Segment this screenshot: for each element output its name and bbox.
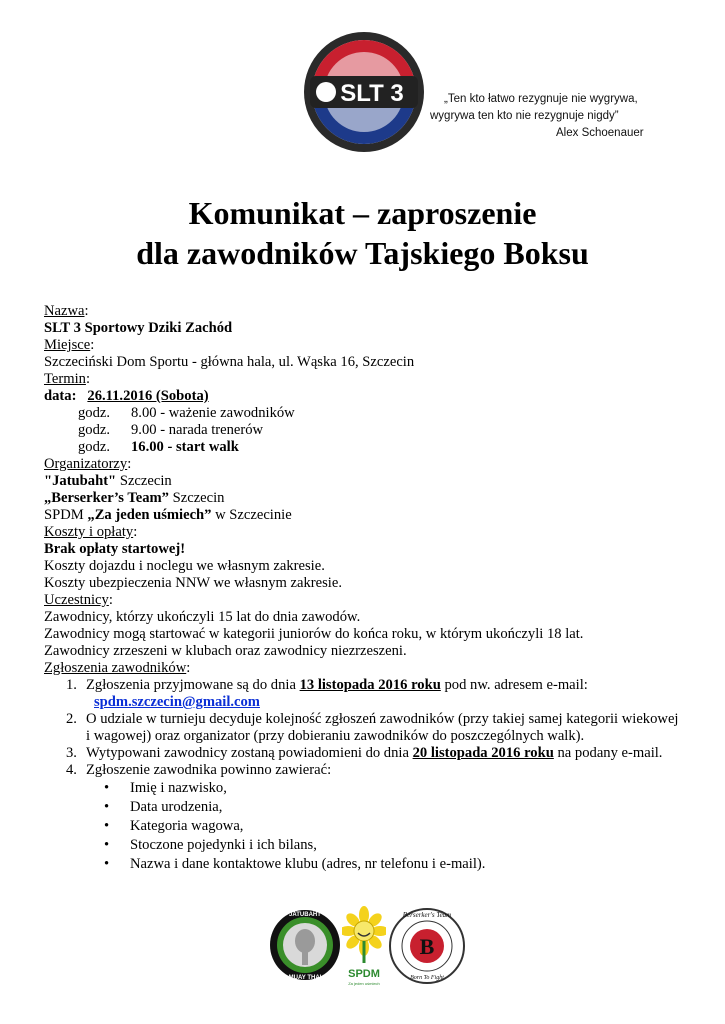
schedule-row: godz. 8.00 - ważenie zawodników — [78, 405, 295, 421]
bullet-item: • Data urodzenia, — [104, 799, 223, 815]
org-spdm: „Za jeden uśmiech” — [87, 507, 212, 523]
svg-text:JATUBAHT: JATUBAHT — [289, 912, 321, 918]
quote-line-1: „Ten kto łatwo rezygnuje nie wygrywa, — [444, 93, 638, 105]
page-title — [0, 193, 725, 273]
bullet-item: • Nazwa i dane kontaktowe klubu (adres, nr telefonu i e-mail). — [104, 856, 486, 872]
sponsor-logos — [266, 897, 466, 997]
title-line-1: Komunikat – zaproszenie — [188, 195, 537, 231]
svg-text:Born To Fight: Born To Fight — [410, 975, 444, 981]
list-item: 2. O udziale w turnieju decyduje kolejność zgłoszeń zawodników (przy takiej samej kategorii wiekowej i wagowej) oraz organizator (przy dobieraniu zawodników do poszczególnych walk). — [66, 711, 679, 744]
list-item: 3. Wytypowani zawodnicy zostaną powiadomieni do dnia 20 listopada 2016 roku na podany e-mail. — [66, 745, 663, 761]
list-item: 4. Zgłoszenie zawodnika powinno zawierać: • Imię i nazwisko, • Data urodzenia, • Kategoria wagowa, • Stoczone pojedynki i ich bilans, • Nazwa i dane kontaktowe klubu (adres, nr telefonu i e-mail). — [44, 762, 694, 874]
organizatorzy-label: Organizatorzy — [44, 456, 128, 472]
berserker-logo — [388, 903, 466, 989]
svg-text:B: B — [419, 934, 435, 959]
nazwa-value: SLT 3 Sportowy Dziki Zachód — [44, 320, 233, 336]
miejsce-label: Miejsce — [44, 337, 91, 353]
svg-text:Za jeden uśmiech: Za jeden uśmiech — [348, 981, 380, 986]
email-link[interactable]: spdm.szczecin@gmail.com — [94, 694, 260, 710]
quote-line-2: wygrywa ten kto nie rezygnuje nigdy” — [430, 110, 619, 122]
termin-data-label: data: — [44, 388, 77, 404]
koszty-label: Koszty i opłaty — [44, 524, 134, 540]
termin-label: Termin — [44, 371, 86, 387]
bullet-item: • Kategoria wagowa, — [104, 818, 244, 834]
bullet-item: • Stoczone pojedynki i ich bilans, — [104, 837, 317, 853]
requirements-list — [86, 779, 694, 874]
slt3-logo — [302, 30, 426, 154]
svg-text:SPDM: SPDM — [348, 968, 380, 980]
svg-text:MUAY THAI: MUAY THAI — [288, 975, 322, 981]
bullet-item: • Imię i nazwisko, — [104, 780, 227, 796]
logo-text: SLT 3 — [340, 80, 404, 107]
title-line-2: dla zawodników Tajskiego Boksu — [136, 235, 589, 271]
termin-date: 26.11.2016 (Sobota) — [87, 388, 209, 404]
schedule-row: godz. 9.00 - narada trenerów — [78, 422, 264, 438]
list-item: 1. Zgłoszenia przyjmowane są do dnia 13 listopada 2016 roku pod nw. adresem e-mail: spdm.szczecin@gmail.com — [66, 677, 588, 710]
org-jatubaht: "Jatubaht" — [44, 473, 117, 489]
schedule-row: godz. 16.00 - start walk — [78, 439, 239, 455]
zgloszenia-label: Zgłoszenia zawodników — [44, 660, 187, 676]
svg-text:Berserker's Team: Berserker's Team — [402, 911, 452, 919]
org-berserker: „Berserker’s Team” — [44, 490, 169, 506]
spdm-logo — [342, 905, 386, 993]
miejsce-value: Szczeciński Dom Sportu - główna hala, ul. Wąska 16, Szczecin — [44, 354, 415, 370]
jatubaht-logo — [269, 901, 341, 989]
motto-quote — [430, 91, 690, 142]
document-body: Nazwa: SLT 3 Sportowy Dziki Zachód Miejsce: Szczeciński Dom Sportu - główna hala, ul. Wąska 16, Szczecin Termin: data: 26.11.2016 (Sobota) godz. 8.00 - ważenie zawodników godz. 9.00 - narada trenerów godz. 16.00 - start walk Organizatorzy: "Jatubaht" Szczecin „Berserker’s Team” Szczecin SPDM „Za jeden uśmiech” w Szczecinie Koszty i opłaty: Brak opłaty startowej! Koszty dojazdu i noclegu we własnym zakresie. Koszty ubezpieczenia NNW we własnym zakresie. Uczestnicy: Zawodnicy, którzy ukończyli 15 lat do dnia zawodów. Zawodnicy mogą startować w kategorii juniorów do końca roku, w którym ukończyli 18 lat. Zawodnicy zrzeszeni w klubach oraz zawodnicy niezrzeszeni. Zgłoszenia zawodników: 1. Zgłoszenia przyjmowane są do dnia 13 listopada 2016 roku pod nw. adresem e-mail: spdm.szczecin@gmail.com 2. O udziale w turnieju decyduje kolejność zgłoszeń zawodników (przy takiej samej kategorii wiekowej i wagowej) oraz organizator (przy dobieraniu zawodników do poszczególnych walk). 3. Wytypowani zawodnicy zostaną powiadomieni do dnia 20 listopada 2016 roku na podany e-mail. 4. Zgłoszenie zawodnika powinno zawierać: • Imię i nazwisko, • Data urodzenia, • Kategoria wagowa, • Stoczone pojedynki i ich bilans, • Nazwa i dane kontaktowe klubu (adres, nr telefonu i e-mail). — [44, 303, 694, 874]
quote-author: Alex Schoenauer — [556, 127, 644, 139]
nazwa-label: Nazwa — [44, 303, 85, 319]
zgloszenia-list — [44, 677, 694, 874]
uczestnicy-label: Uczestnicy — [44, 592, 109, 608]
koszty-free: Brak opłaty startowej! — [44, 541, 186, 557]
